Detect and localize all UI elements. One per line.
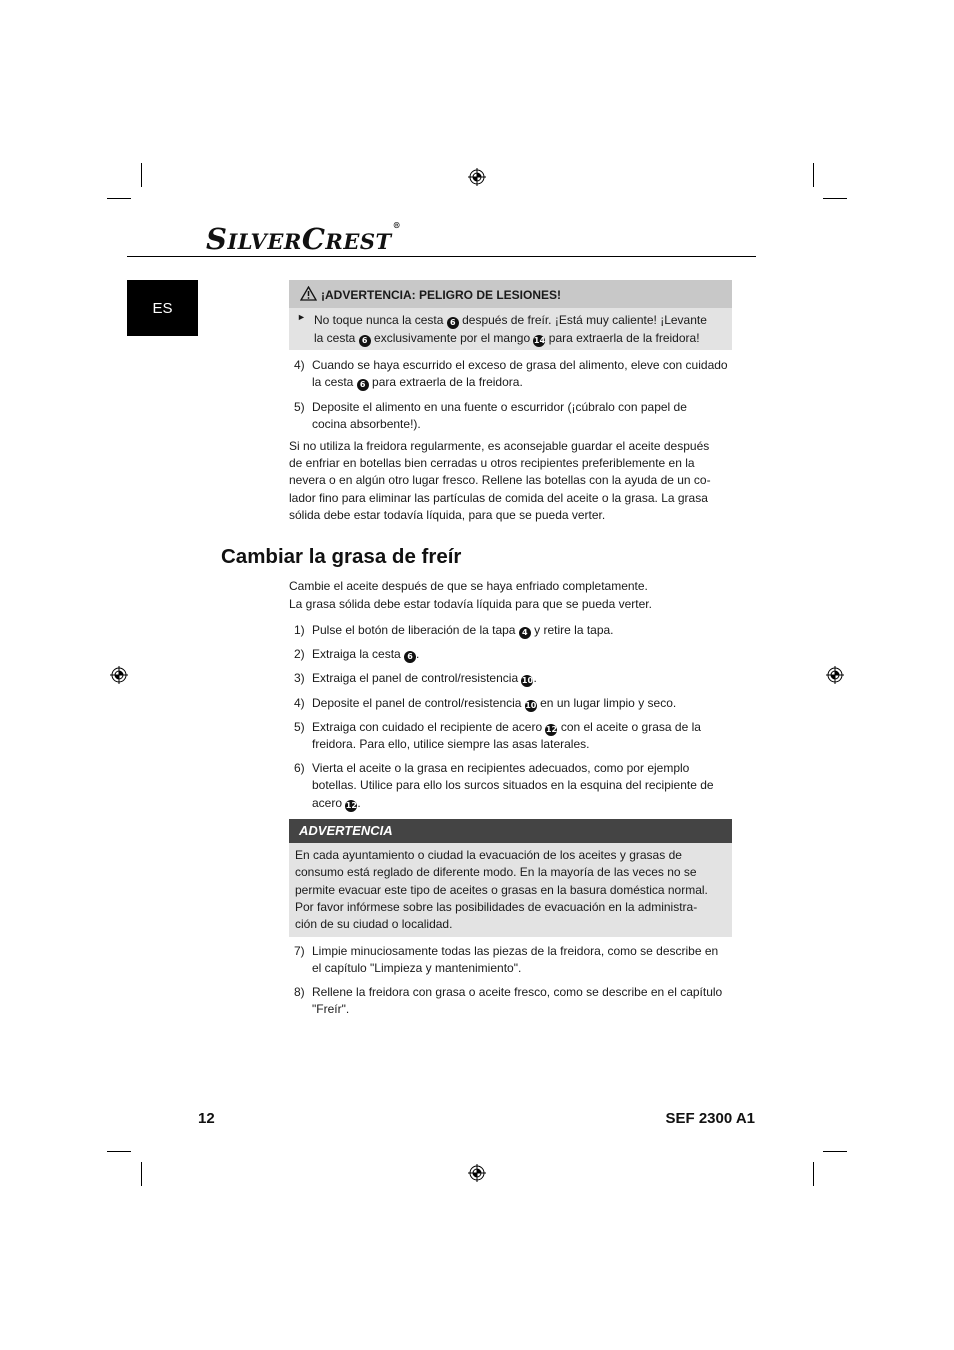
step-number: 7) [294, 944, 305, 958]
step-text: cocina absorbente!). [312, 417, 421, 431]
advertencia-box [289, 819, 732, 937]
header-rule [127, 256, 756, 257]
step-number: 4) [294, 358, 305, 372]
paragraph-line: nevera o en algún otro lugar fresco. Rellene las botellas con la ayuda de un co- [289, 473, 711, 487]
step-text: acero 12. [312, 796, 361, 810]
step-text: la cesta 6 para extraerla de la freidora. [312, 375, 523, 389]
language-tab: ES [127, 280, 198, 336]
step-number: 1) [294, 623, 305, 637]
intro-line: Cambie el aceite después de que se haya enfriado completamente. [289, 579, 648, 593]
intro-line: La grasa sólida debe estar todavía líquida para que se pueda verter. [289, 597, 652, 611]
crop-mark [141, 163, 142, 187]
registration-mark-icon [826, 666, 844, 684]
paragraph-line: sólida debe estar todavía líquida, para que se pueda verter. [289, 508, 606, 522]
warning-triangle-icon [300, 286, 317, 301]
crop-mark [107, 1151, 131, 1152]
part-number-icon: 12 [345, 801, 357, 810]
part-number-icon: 6 [357, 379, 369, 391]
step-text: "Freír". [312, 1002, 350, 1016]
step-text: Extraiga con cuidado el recipiente de acero 12 con el aceite o grasa de la [312, 720, 701, 734]
part-number-icon: 6 [404, 651, 416, 663]
part-number-icon: 6 [447, 317, 459, 329]
advertencia-line: Por favor infórmese sobre las posibilidades de evacuación en la administra- [295, 900, 698, 914]
advertencia-title: ADVERTENCIA [299, 823, 393, 838]
advertencia-line: ción de su ciudad o localidad. [295, 917, 453, 931]
step-number: 8) [294, 985, 305, 999]
step-text: Deposite el panel de control/resistencia 10 en un lugar limpio y seco. [312, 696, 677, 710]
model-number: SEF 2300 A1 [665, 1110, 755, 1127]
registration-mark-icon [468, 1164, 486, 1182]
part-number-icon: 10 [525, 701, 537, 710]
step-text: Extraiga la cesta 6 . [312, 647, 420, 661]
step-number: 3) [294, 671, 305, 685]
step-text: freidora. Para ello, utilice siempre las asas laterales. [312, 737, 590, 751]
crop-mark [823, 1151, 847, 1152]
step-number: 6) [294, 761, 305, 775]
page-number: 12 [198, 1110, 215, 1127]
registration-mark-icon [468, 168, 486, 186]
advertencia-line: En cada ayuntamiento o ciudad la evacuación de los aceites y grasas de [295, 848, 682, 862]
warning-line: la cesta 6 exclusivamente por el mango 14 para extraerla de la freidora! [314, 331, 700, 345]
part-number-icon: 6 [359, 335, 371, 347]
part-number-icon: 14 [533, 336, 546, 345]
crop-mark [141, 1162, 142, 1186]
bullet-arrow-icon: ► [297, 312, 306, 322]
advertencia-line: consumo está reglado de diferente modo. En la mayoría de las veces no se [295, 865, 697, 879]
advertencia-line: permite evacuar este tipo de aceites o grasas en la basura doméstica normal. [295, 883, 708, 897]
part-number-icon: 12 [545, 725, 558, 734]
warning-box [289, 280, 732, 350]
paragraph-line: Si no utiliza la freidora regularmente, es aconsejable guardar el aceite después [289, 439, 710, 453]
step-text: el capítulo "Limpieza y mantenimiento". [312, 961, 522, 975]
step-number: 5) [294, 720, 305, 734]
part-number-icon: 10 [521, 676, 534, 685]
section-title: Cambiar la grasa de freír [221, 545, 462, 568]
crop-mark [813, 1162, 814, 1186]
crop-mark [107, 198, 131, 199]
step-text: Rellene la freidora con grasa o aceite fresco, como se describe en el capítulo [312, 985, 723, 999]
step-number: 4) [294, 696, 305, 710]
step-number: 5) [294, 400, 305, 414]
crop-mark [813, 163, 814, 187]
part-number-icon: 4 [519, 627, 531, 639]
step-text: Vierta el aceite o la grasa en recipientes adecuados, como por ejemplo [312, 761, 690, 775]
crop-mark [823, 198, 847, 199]
step-text: Pulse el botón de liberación de la tapa 4 y retire la tapa. [312, 623, 614, 637]
brand-logo: SILVERCREST® [206, 219, 402, 256]
step-text: Extraiga el panel de control/resistencia 10. [312, 671, 537, 685]
paragraph-line: lador fino para eliminar las partículas de comida del aceite o la grasa. La grasa [289, 491, 708, 505]
paragraph-line: de enfriar en botellas bien cerradas u otros recipientes preferiblemente en la [289, 456, 695, 470]
step-text: Cuando se haya escurrido el exceso de grasa del alimento, eleve con cuidado [312, 358, 728, 372]
warning-title: ¡ADVERTENCIA: PELIGRO DE LESIONES! [321, 288, 562, 302]
registration-mark-icon [110, 666, 128, 684]
step-text: Deposite el alimento en una fuente o escurridor (¡cúbralo con papel de [312, 400, 687, 414]
warning-line: No toque nunca la cesta 6 después de freír. ¡Está muy caliente! ¡Levante [314, 313, 707, 327]
step-number: 2) [294, 647, 305, 661]
step-text: botellas. Utilice para ello los surcos situados en la esquina del recipiente de [312, 778, 714, 792]
step-text: Limpie minuciosamente todas las piezas de la freidora, como se describe en [312, 944, 719, 958]
